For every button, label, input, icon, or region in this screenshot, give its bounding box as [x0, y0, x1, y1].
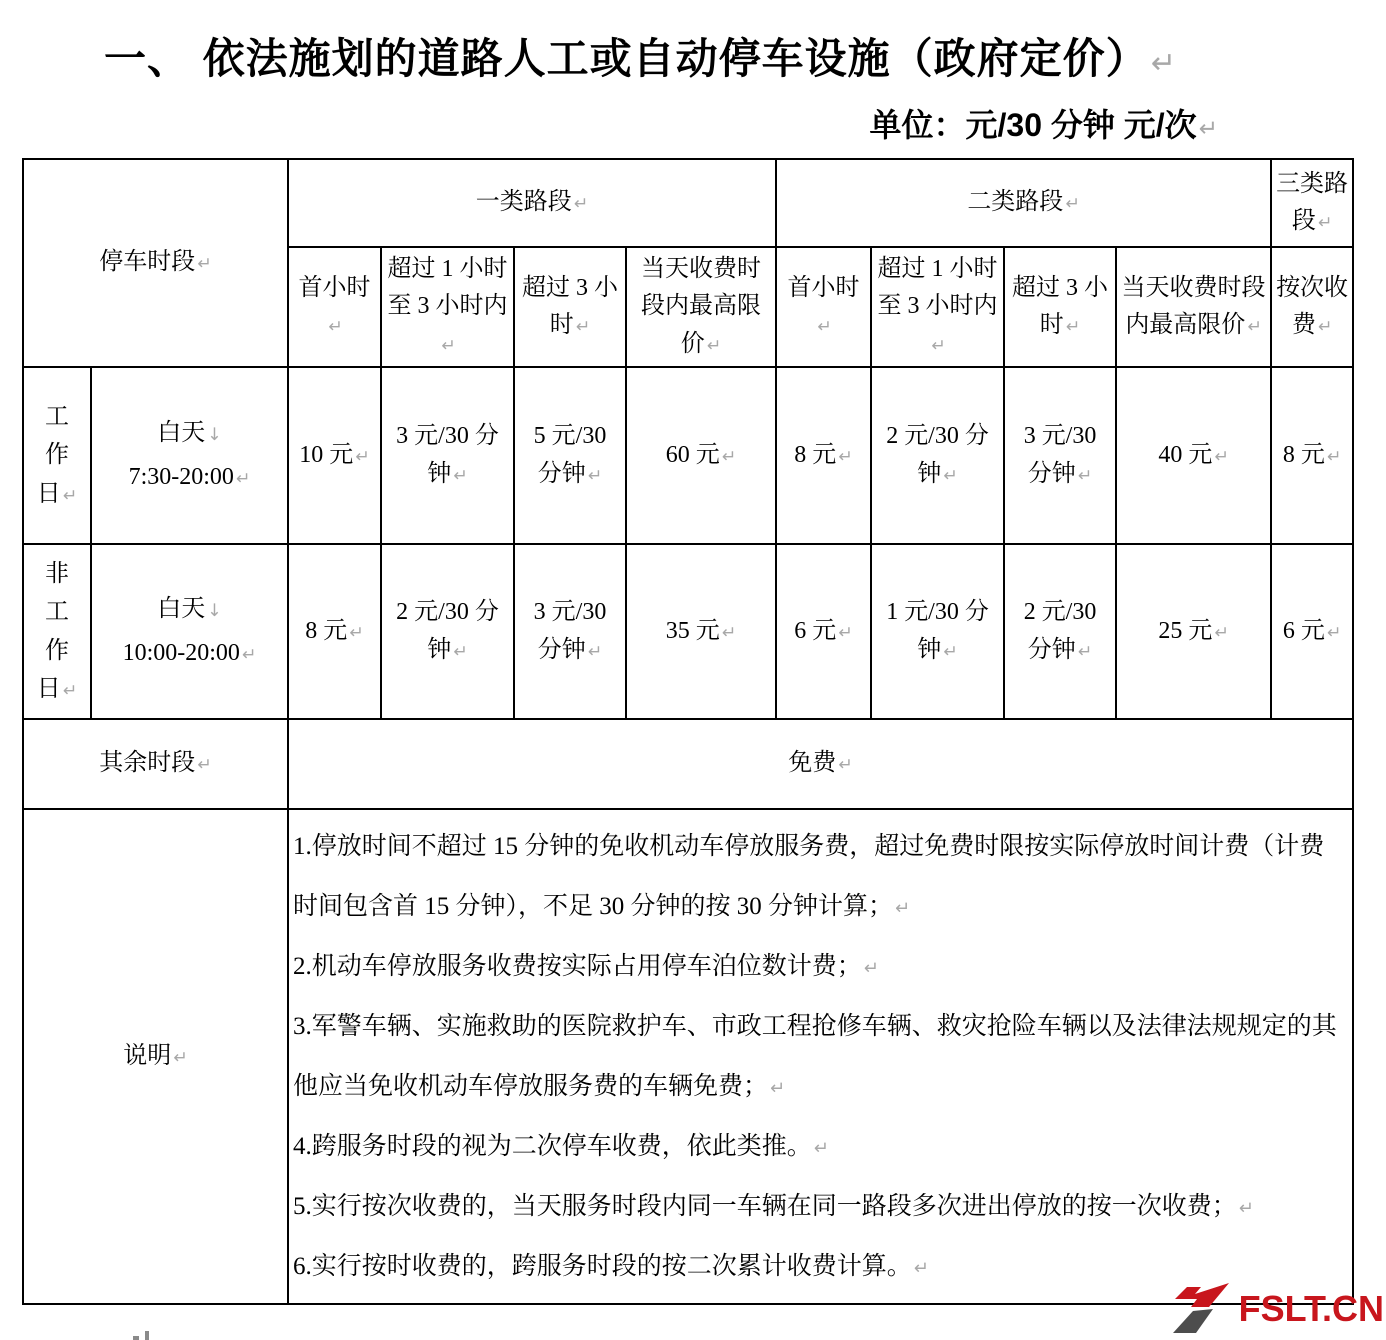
- cell-wd-c2-1to3h: 2 元/30 分钟 ↵: [871, 367, 1004, 544]
- paragraph-mark-icon: ↵: [235, 468, 251, 489]
- header-c1-1to3h: 超过 1 小时至 3 小时内↵: [381, 247, 514, 367]
- paragraph-mark-icon: ↵: [453, 641, 468, 662]
- paragraph-mark-icon: ↵: [813, 1137, 829, 1159]
- paragraph-mark-icon: ↵: [1317, 213, 1333, 233]
- paragraph-mark-icon: ↵: [863, 957, 879, 979]
- paragraph-mark-icon: ↵: [1326, 622, 1342, 643]
- header-c2-1to3h: 超过 1 小时至 3 小时内↵: [871, 247, 1004, 367]
- cell-wd-c1-1to3h: 3 元/30 分钟 ↵: [381, 367, 514, 544]
- paragraph-mark-icon: ↵: [838, 622, 853, 643]
- paragraph-mark-icon: ↵: [721, 622, 737, 643]
- paragraph-mark-icon: ↵: [1317, 317, 1333, 337]
- paragraph-mark-icon: ↵: [197, 254, 212, 275]
- nonworkday-period: 白天 ↓ 10:00-20:00 ↵: [91, 544, 288, 719]
- note-item-5: 5.实行按次收费的，当天服务时段内同一车辆在同一路段多次进出停放的按一次收费； ↵: [293, 1192, 1254, 1220]
- cell-nwd-c2-over3h: 2 元/30 分钟 ↵: [1004, 544, 1116, 719]
- paragraph-mark-icon: ↵: [943, 465, 958, 486]
- note-item-4: 4.跨服务时段的视为二次停车收费，依此类推。 ↵: [293, 1132, 829, 1160]
- paragraph-mark-icon: ↵: [575, 317, 591, 337]
- paragraph-mark-icon: ↵: [1214, 446, 1229, 467]
- cutoff-text-fragment: [133, 1331, 153, 1340]
- note-item-1: 1.停放时间不超过 15 分钟的免收机动车停放服务费，超过免费时限按实际停放时间计费（计费时间包含首 15 分钟），不足 30 分钟的按 30 分钟计算； ↵: [293, 832, 1325, 920]
- paragraph-mark-icon: ↵: [838, 755, 853, 776]
- header-class3-roads: 三类路段 ↵: [1271, 159, 1353, 247]
- paragraph-mark-icon: ↵: [931, 335, 946, 356]
- paragraph-mark-icon: ↵: [573, 194, 589, 215]
- paragraph-mark-icon: ↵: [706, 335, 722, 356]
- page-title: [104, 26, 1386, 86]
- header-c2-over3h: 超过 3 小时 ↵: [1004, 247, 1116, 367]
- header-parking-period: 停车时段 ↵: [23, 159, 288, 367]
- lightning-z-logo-icon: [1167, 1277, 1235, 1340]
- paragraph-mark-icon: ↵: [838, 446, 853, 467]
- paragraph-mark-icon: ↵: [1238, 1197, 1254, 1219]
- paragraph-mark-icon: ↵: [1150, 46, 1178, 81]
- cell-nwd-c2-daily-cap: 25 元 ↵: [1116, 544, 1271, 719]
- table-row-workday: [23, 367, 1353, 544]
- note-item-2: 2.机动车停放服务收费按实际占用停车泊位数计费； ↵: [293, 952, 879, 980]
- other-periods-label: 其余时段 ↵: [23, 719, 288, 809]
- paragraph-mark-icon: ↵: [770, 1077, 786, 1099]
- workday-label: 工作日 ↵: [23, 367, 91, 544]
- paragraph-mark-icon: ↵: [349, 622, 364, 643]
- paragraph-mark-icon: ↵: [1247, 317, 1262, 337]
- nonworkday-label: 非工作日 ↵: [23, 544, 91, 719]
- line-break-mark-icon: ↓: [207, 425, 222, 446]
- cell-wd-c2-first-hour: 8 元 ↵: [776, 367, 871, 544]
- cell-nwd-c1-daily-cap: 35 元 ↵: [626, 544, 776, 719]
- cell-nwd-c3-per-time: 6 元 ↵: [1271, 544, 1353, 719]
- cell-wd-c1-over3h: 5 元/30 分钟 ↵: [514, 367, 626, 544]
- cell-nwd-c1-first-hour: 8 元 ↵: [288, 544, 381, 719]
- header-c2-daily-cap: 当天收费时段内最高限价 ↵: [1116, 247, 1271, 367]
- paragraph-mark-icon: ↵: [1214, 622, 1229, 643]
- note-item-3: 3.军警车辆、实施救助的医院救护车、市政工程抢修车辆、救灾抢险车辆以及法律法规规定的其他应当免收机动车停放服务费的车辆免费； ↵: [293, 1012, 1337, 1100]
- other-periods-value: 免费 ↵: [288, 719, 1353, 809]
- paragraph-mark-icon: ↵: [62, 485, 78, 506]
- paragraph-mark-icon: ↵: [197, 755, 212, 776]
- header-row-groups: [23, 159, 1353, 247]
- workday-period: 白天 ↓ 7:30-20:00 ↵: [91, 367, 288, 544]
- watermark-text: FSLT.CN: [1238, 1287, 1384, 1329]
- unit-text: 单位：元/30 分钟 元/次: [869, 107, 1197, 143]
- line-break-mark-icon: ↓: [207, 601, 222, 622]
- table-row-other-periods: [23, 719, 1353, 809]
- paragraph-mark-icon: ↵: [943, 641, 958, 662]
- header-class2-roads: 二类路段 ↵: [776, 159, 1271, 247]
- paragraph-mark-icon: ↵: [721, 446, 737, 467]
- header-c3-per-time: 按次收费 ↵: [1271, 247, 1353, 367]
- paragraph-mark-icon: ↵: [328, 317, 343, 337]
- title-text: 一、 依法施划的道路人工或自动停车设施（政府定价）: [104, 35, 1149, 82]
- unit-label: [0, 100, 1386, 146]
- paragraph-mark-icon: ↵: [1198, 116, 1218, 142]
- paragraph-mark-icon: ↵: [453, 465, 468, 486]
- note-item-6: 6.实行按时收费的，跨服务时段的按二次累计收费计算。 ↵: [293, 1252, 929, 1280]
- paragraph-mark-icon: ↵: [355, 446, 370, 467]
- paragraph-mark-icon: ↵: [587, 641, 603, 662]
- table-row-nonworkday: [23, 544, 1353, 719]
- paragraph-mark-icon: ↵: [62, 680, 78, 701]
- cell-wd-c3-per-time: 8 元 ↵: [1271, 367, 1353, 544]
- cell-wd-c1-daily-cap: 60 元 ↵: [626, 367, 776, 544]
- paragraph-mark-icon: ↵: [173, 1047, 188, 1068]
- paragraph-mark-icon: ↵: [1065, 317, 1081, 337]
- header-c1-daily-cap: 当天收费时段内最高限价 ↵: [626, 247, 776, 367]
- paragraph-mark-icon: ↵: [1065, 194, 1080, 215]
- cell-nwd-c1-1to3h: 2 元/30 分钟 ↵: [381, 544, 514, 719]
- paragraph-mark-icon: ↵: [817, 317, 832, 337]
- header-c2-first-hour: 首小时↵: [776, 247, 871, 367]
- cell-wd-c2-daily-cap: 40 元 ↵: [1116, 367, 1271, 544]
- paragraph-mark-icon: ↵: [241, 644, 257, 665]
- paragraph-mark-icon: ↵: [913, 1257, 929, 1279]
- paragraph-mark-icon: ↵: [587, 465, 603, 486]
- watermark: [1167, 1277, 1384, 1340]
- header-c1-first-hour: 首小时↵: [288, 247, 381, 367]
- paragraph-mark-icon: ↵: [1077, 641, 1093, 662]
- cell-nwd-c1-over3h: 3 元/30 分钟 ↵: [514, 544, 626, 719]
- notes-cell: [288, 809, 1353, 1304]
- paragraph-mark-icon: ↵: [1077, 465, 1093, 486]
- header-class1-roads: 一类路段 ↵: [288, 159, 776, 247]
- fee-table: [22, 158, 1354, 1305]
- cell-wd-c1-first-hour: 10 元 ↵: [288, 367, 381, 544]
- cell-nwd-c2-1to3h: 1 元/30 分钟 ↵: [871, 544, 1004, 719]
- header-c1-over3h: 超过 3 小时 ↵: [514, 247, 626, 367]
- cell-nwd-c2-first-hour: 6 元 ↵: [776, 544, 871, 719]
- paragraph-mark-icon: ↵: [1326, 446, 1342, 467]
- paragraph-mark-icon: ↵: [895, 897, 911, 919]
- paragraph-mark-icon: ↵: [441, 335, 456, 356]
- cell-wd-c2-over3h: 3 元/30 分钟 ↵: [1004, 367, 1116, 544]
- table-row-notes: [23, 809, 1353, 1304]
- notes-label: 说明 ↵: [23, 809, 288, 1304]
